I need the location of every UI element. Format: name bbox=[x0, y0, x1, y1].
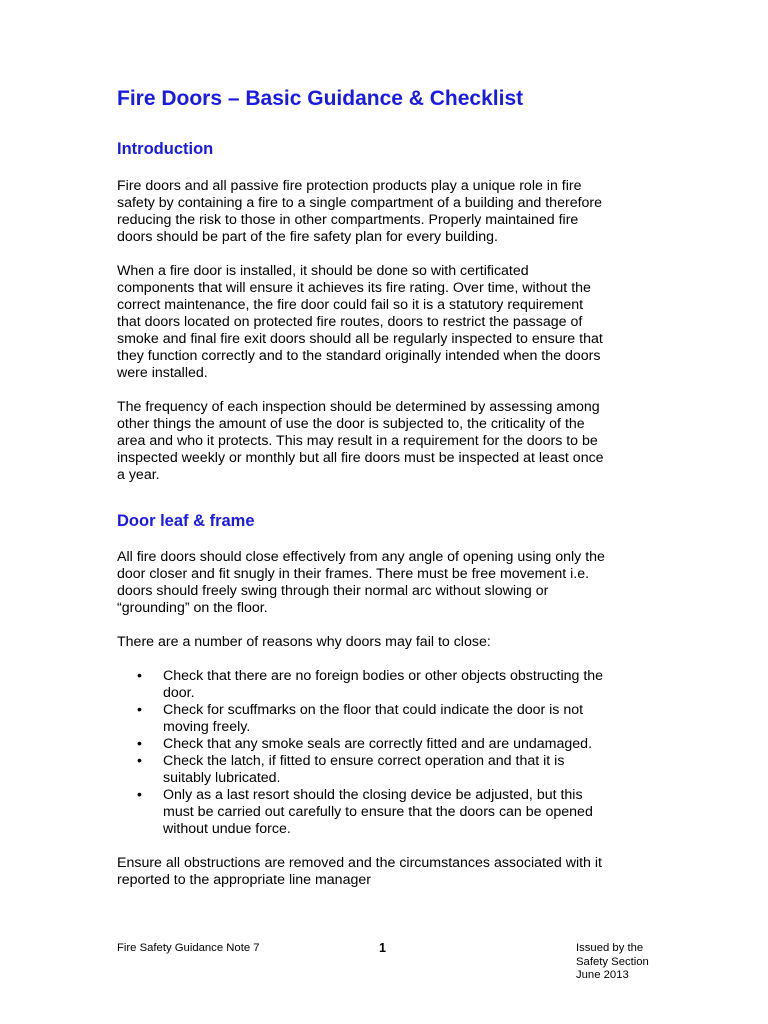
checklist-item bbox=[117, 702, 657, 736]
heading-introduction: Introduction bbox=[117, 140, 214, 158]
intro-paragraph-2: When a fire door is installed, it should be done so with certificated components that will ensure it achieves its fire rating. Over time, without the correct maintenance, the fire door could fail so it is a statutory requirement that doors located on protected fire routes, doors to restrict the passage of smoke and final fire exit doors should all be regularly inspected to ensure that they function correctly and to the standard originally intended when the doors were installed. bbox=[117, 263, 603, 381]
door-paragraph-1: All fire doors should close effectively from any angle of opening using only the door closer and fit snugly in their frames. There must be free movement i.e. doors should freely swing through their normal arc without slowing or “grounding” on the floor. bbox=[117, 549, 605, 616]
document-page bbox=[117, 84, 657, 889]
footer-issuer: Issued by the Safety Section June 2013 bbox=[576, 942, 649, 981]
document-title: Fire Doors – Basic Guidance & Checklist bbox=[117, 87, 524, 110]
intro-paragraph-1: Fire doors and all passive fire protection products play a unique role in fire safety by containing a fire to a single compartment of a building and therefore reducing the risk to those in other compartments. Properly maintained fire doors should be part of the fire safety plan for every building. bbox=[117, 178, 603, 245]
checklist-item-text: Check that there are no foreign bodies or other objects obstructing the door. bbox=[163, 668, 604, 701]
checklist-item bbox=[117, 787, 657, 838]
footer-note-label: Fire Safety Guidance Note 7 bbox=[117, 942, 260, 954]
checklist-item-text: Only as a last resort should the closing device be adjusted, but this must be carried out carefully to ensure that the doors can be opened without undue force. bbox=[163, 787, 593, 837]
checklist-item bbox=[117, 753, 657, 787]
page-number: 1 bbox=[379, 941, 386, 955]
checklist-item bbox=[117, 736, 657, 753]
bullet-icon: • bbox=[137, 702, 142, 718]
bullet-icon: • bbox=[137, 753, 142, 769]
bullet-icon: • bbox=[137, 787, 142, 803]
checklist-item-text: Check for scuffmarks on the floor that could indicate the door is not moving freely. bbox=[163, 702, 584, 735]
checklist-item bbox=[117, 668, 657, 702]
door-paragraph-2: There are a number of reasons why doors may fail to close: bbox=[117, 634, 491, 650]
heading-door-leaf-frame: Door leaf & frame bbox=[117, 512, 255, 530]
bullet-icon: • bbox=[137, 736, 142, 752]
checklist-item-text: Check the latch, if fitted to ensure correct operation and that it is suitably lubricated. bbox=[163, 753, 565, 786]
checklist bbox=[117, 668, 657, 838]
bullet-icon: • bbox=[137, 668, 142, 684]
closing-paragraph: Ensure all obstructions are removed and the circumstances associated with it reported to the appropriate line manager bbox=[117, 855, 602, 888]
intro-paragraph-3: The frequency of each inspection should be determined by assessing among other things the amount of use the door is subjected to, the criticality of the area and who it protects. This may result in a requirement for the doors to be inspected weekly or monthly but all fire doors must be inspected at least once a year. bbox=[117, 399, 604, 483]
checklist-item-text: Check that any smoke seals are correctly fitted and are undamaged. bbox=[163, 736, 593, 752]
